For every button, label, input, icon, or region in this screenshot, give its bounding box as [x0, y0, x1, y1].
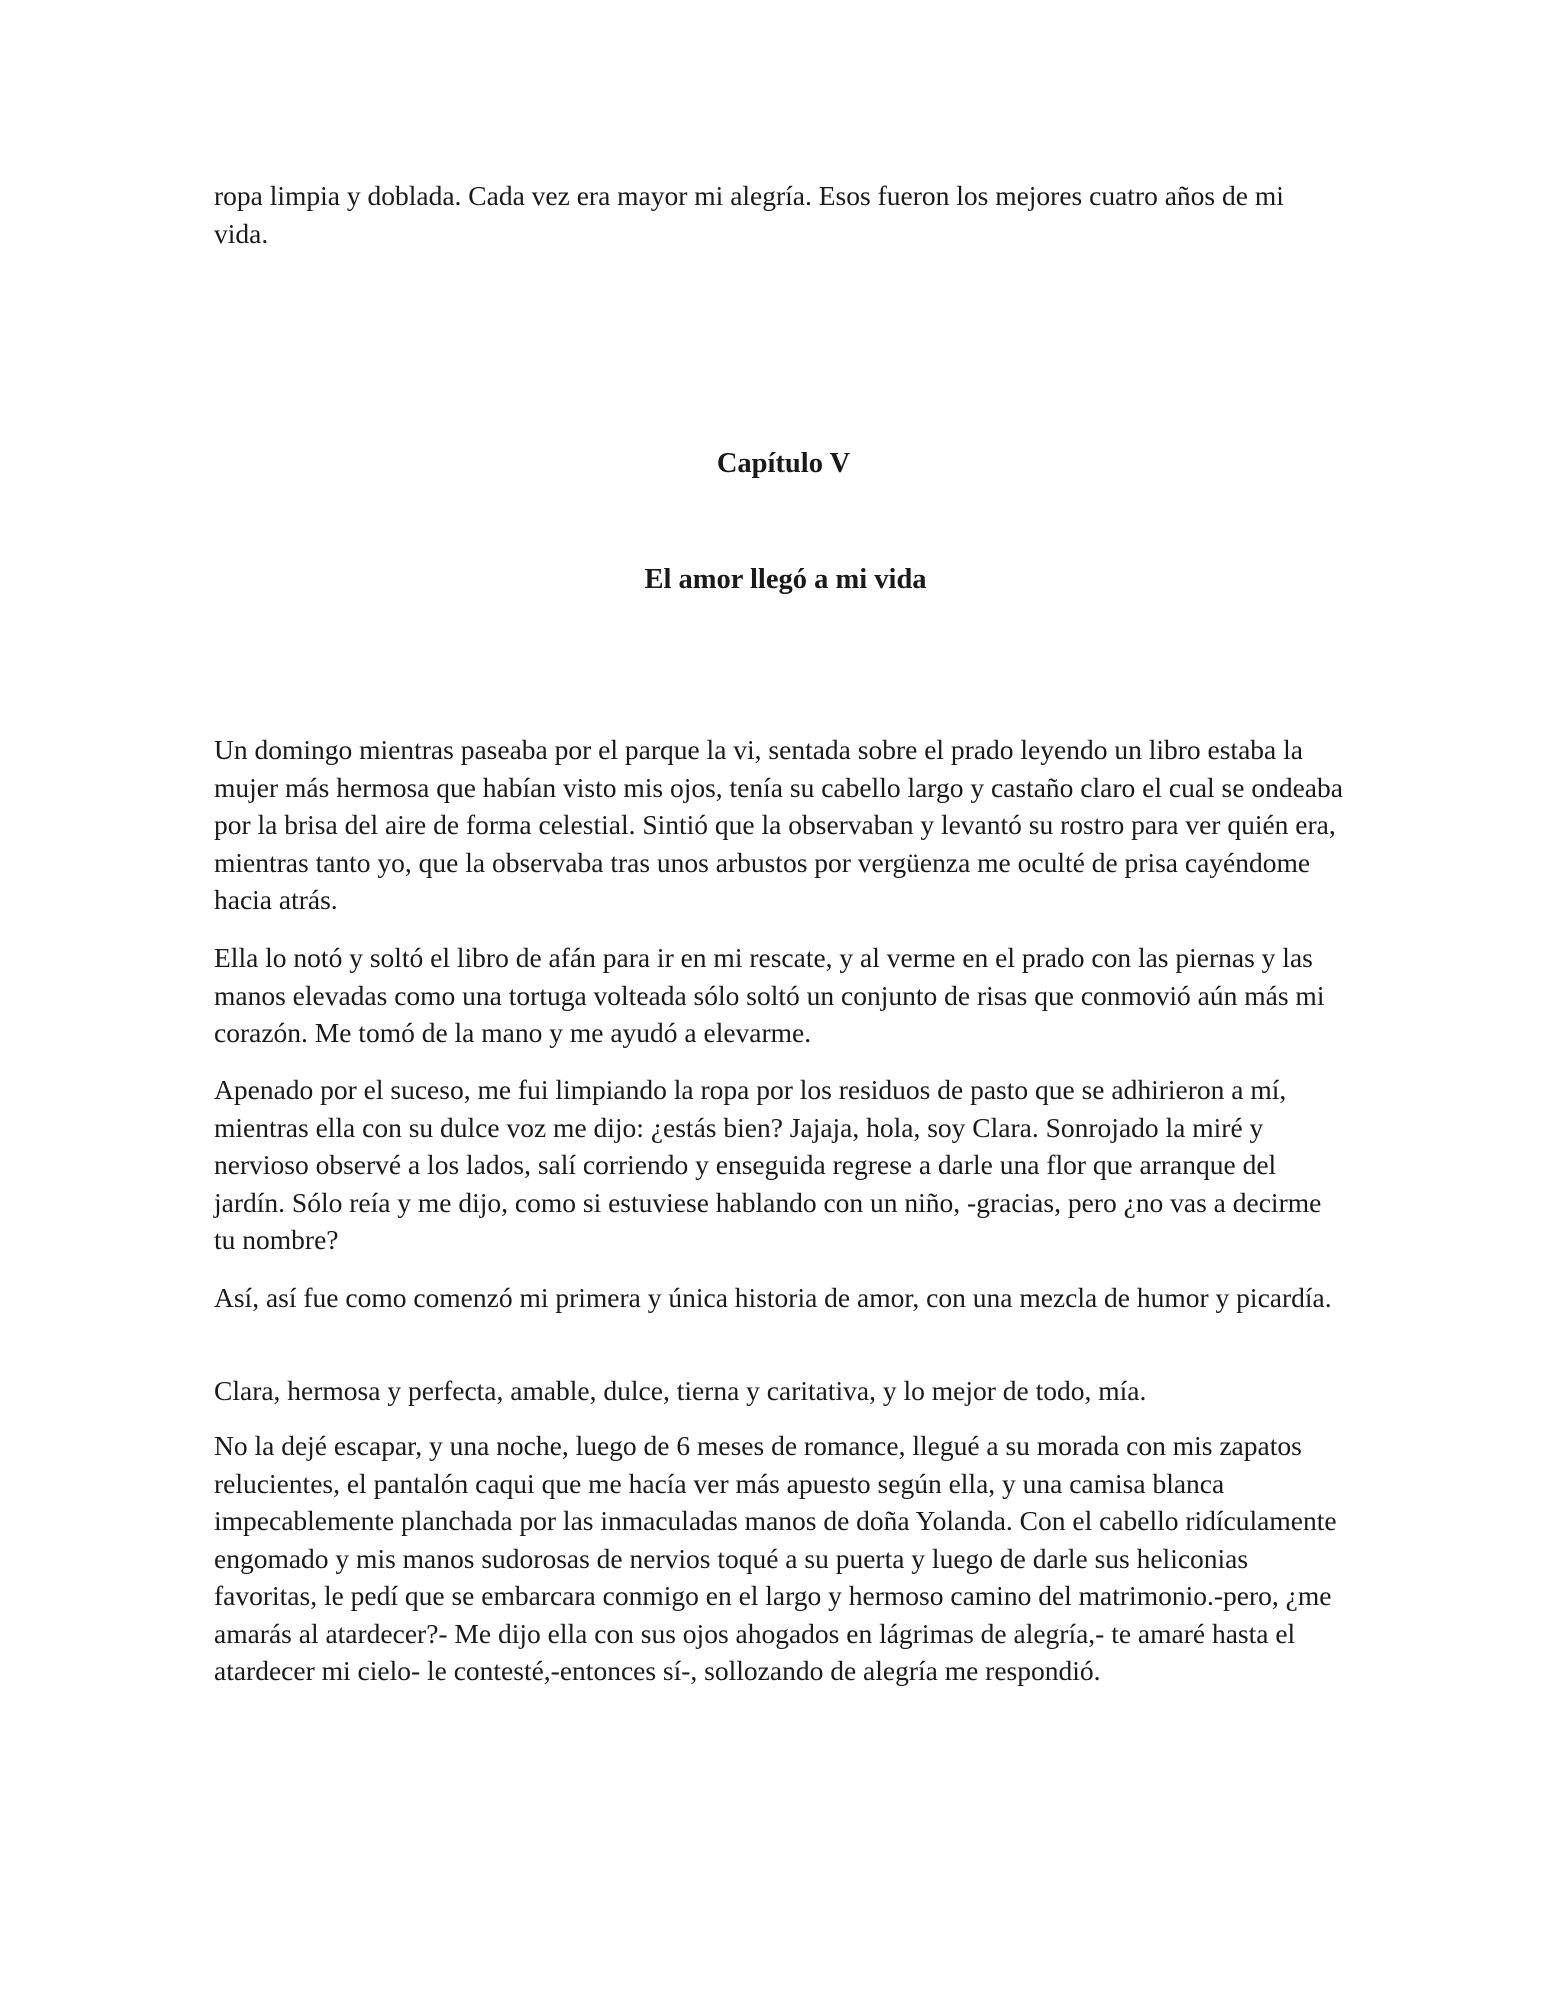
body-paragraph-5: Clara, hermosa y perfecta, amable, dulce, tierna y caritativa, y lo mejor de todo, mía. [214, 1375, 1147, 1406]
chapter-subtitle: El amor llegó a mi vida [644, 564, 927, 595]
continuation-paragraph: ropa limpia y doblada. Cada vez era mayor mi alegría. Esos fueron los mejores cuatro años de mi vida. [214, 180, 1284, 249]
body-paragraph-4: Así, así fue como comenzó mi primera y única historia de amor, con una mezcla de humor y picardía. [214, 1282, 1332, 1313]
body-paragraph-3: Apenado por el suceso, me fui limpiando la ropa por los residuos de pasto que se adhirieron a mí, mientras ella con su dulce voz me dijo: ¿estás bien? Jajaja, hola, soy Clara. Sonrojado la miré y nervioso observé a los lados, salí corriendo y enseguida regrese a darle una flor que arranque del jardín. Sólo reía y me dijo, como si estuviese hablando con un niño, -gracias, pero ¿no vas a decirme tu nombre? [214, 1074, 1322, 1255]
body-paragraph-2: Ella lo notó y soltó el libro de afán para ir en mi rescate, y al verme en el prado con las piernas y las manos elevadas como una tortuga volteada sólo soltó un conjunto de risas que conmovió aún más mi corazón. Me tomó de la mano y me ayudó a elevarme. [214, 942, 1325, 1048]
body-paragraph-6: No la dejé escapar, y una noche, luego de 6 meses de romance, llegué a su morada con mis zapatos relucientes, el pantalón caqui que me hacía ver más apuesto según ella, y una camisa blanca impecablemente planchada por las inmaculadas manos de doña Yolanda. Con el cabello ridículamente engomado y mis manos sudorosas de nervios toqué a su puerta y luego de darle sus heliconias favoritas, le pedí que se embarcara conmigo en el largo y hermoso camino del matrimonio.-pero, ¿me amarás al atardecer?- Me dijo ella con sus ojos ahogados en lágrimas de alegría,- te amaré hasta el atardecer mi cielo- le contesté,-entonces sí-, sollozando de alegría me respondió. [214, 1430, 1337, 1686]
body-paragraph-1: Un domingo mientras paseaba por el parque la vi, sentada sobre el prado leyendo un libro estaba la mujer más hermosa que habían visto mis ojos, tenía su cabello largo y castaño claro el cual se ondeaba por la brisa del aire de forma celestial. Sintió que la observaban y levantó su rostro para ver quién era, mientras tanto yo, que la observaba tras unos arbustos por vergüenza me oculté de prisa cayéndome hacia atrás. [214, 734, 1343, 915]
chapter-title: Capítulo V [716, 448, 851, 479]
